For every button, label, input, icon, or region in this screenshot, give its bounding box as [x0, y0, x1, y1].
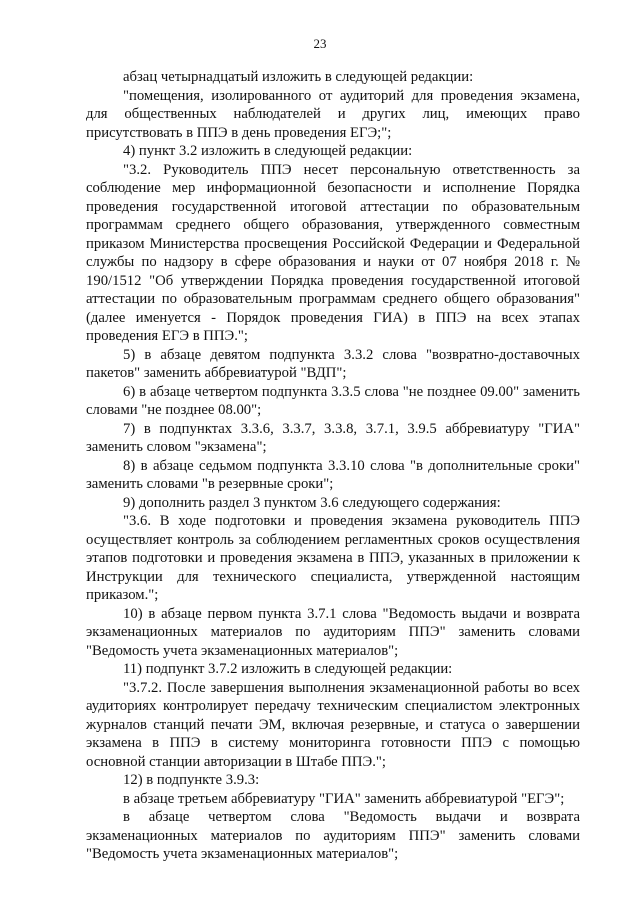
- paragraph-item-11: 11) подпункт 3.7.2 изложить в следующей редакции:: [123, 661, 453, 677]
- page-number: 23: [313, 36, 327, 51]
- paragraph-item-12: 12) в подпункте 3.9.3:: [123, 772, 260, 788]
- paragraph-quote-3-7-2: "3.7.2. После завершения выполнения экзаменационной работы во всех аудиториях контролирует передачу техническим специалистом электронных журналов станций печати ЭМ, включая резервные, и статуса о завершении экзамена в ППЭ в систему мониторинга готовности ППЭ с помощью основной станции авторизации в Штабе ППЭ.";: [86, 679, 580, 770]
- paragraph-item-6: 6) в абзаце четвертом подпункта 3.3.5 слова "не позднее 09.00" заменить словами "не позднее 08.00";: [86, 383, 580, 418]
- paragraph-quote-pomeshcheniya: "помещения, изолированного от аудиторий для проведения экзамена, для общественных наблюдателей и других лиц, имеющих право присутствовать в ППЭ в день проведения ЕГЭ;";: [86, 87, 580, 141]
- paragraph-quote-3-6: "3.6. В ходе подготовки и проведения экзамена руководитель ППЭ осуществляет контроль за соблюдением регламентных сроков осуществления этапов подготовки и проведения экзамена в ППЭ, указанных в приложении к Инструкции для технического специалиста, утвержденной настоящим приказом.";: [86, 513, 580, 603]
- paragraph-abzac-14: абзац четырнадцатый изложить в следующей редакции:: [123, 69, 474, 85]
- document-body: [86, 68, 580, 864]
- paragraph-item-10: 10) в абзаце первом пункта 3.7.1 слова "Ведомость выдачи и возврата экзаменационных материалов по аудиториям ППЭ" заменить словами "Ведомость учета экзаменационных материалов";: [86, 605, 580, 659]
- paragraph-item-8: 8) в абзаце седьмом подпункта 3.3.10 слова "в дополнительные сроки" заменить словами "в резервные сроки";: [86, 457, 580, 492]
- paragraph-abzac-3: в абзаце третьем аббревиатуру "ГИА" заменить аббревиатурой "ЕГЭ";: [123, 790, 565, 807]
- paragraph-quote-3-2: "3.2. Руководитель ППЭ несет персональную ответственность за соблюдение мер информационной безопасности и исполнение Порядка проведения государственной итоговой аттестации по образовательным программам среднего общего образования, утвержденного совместным приказом Министерства просвещения Российской Федерации и Федеральной службы по надзору в сфере образования и науки от 07 ноября 2018 г. № 190/1512 "Об утверждении Порядка проведения государственной итоговой аттестации по образовательным программам среднего общего образования" (далее именуется - Порядок проведения ГИА) в ППЭ на всех этапах проведения ЕГЭ в ППЭ.";: [86, 161, 580, 344]
- paragraph-item-9: 9) дополнить раздел 3 пунктом 3.6 следующего содержания:: [123, 494, 501, 511]
- paragraph-item-7: 7) в подпунктах 3.3.6, 3.3.7, 3.3.8, 3.7.1, 3.9.5 аббревиатуру "ГИА" заменить словом "экзамена";: [86, 420, 580, 455]
- paragraph-abzac-4: в абзаце четвертом слова "Ведомость выдачи и возврата экзаменационных материалов по аудиториям ППЭ" заменить словами "Ведомость учета экзаменационных материалов";: [86, 809, 580, 862]
- paragraph-item-4: 4) пункт 3.2 изложить в следующей редакции:: [123, 143, 413, 159]
- paragraph-item-5: 5) в абзаце девятом подпункта 3.3.2 слова "возвратно-доставочных пакетов" заменить аббревиатурой "ВДП";: [86, 346, 580, 381]
